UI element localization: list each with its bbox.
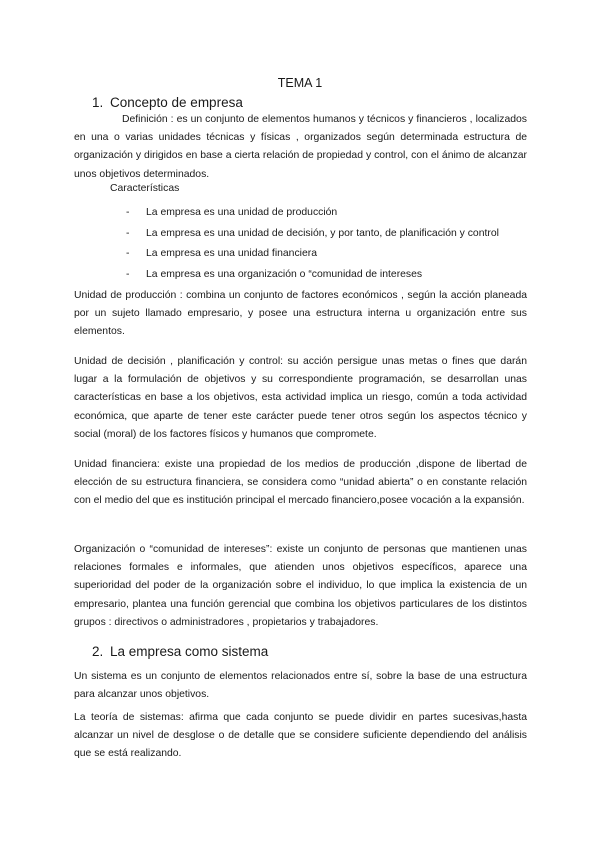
- paragraph-sistema: Un sistema es un conjunto de elementos relacionados entre sí, sobre la base de una estructura para alcanzar unos objetivos.: [74, 671, 527, 701]
- bullet-dash: -: [126, 207, 130, 218]
- section-2-heading: [92, 644, 268, 659]
- page-title: TEMA 1: [277, 76, 323, 90]
- bullet-text: La empresa es una organización o “comunidad de intereses: [146, 268, 423, 280]
- section-1-heading: [92, 95, 243, 110]
- bullet-dash: -: [126, 227, 130, 239]
- bullet-text: La empresa es una unidad de producción: [146, 207, 338, 218]
- characteristics-list: [126, 204, 499, 286]
- section-1-number: 1.: [92, 95, 104, 110]
- paragraph-unidad-decision: Unidad de decisión , planificación y control: su acción persigue unas metas o fines que darán lugar a la formulación de objetivos y su correspondiente programación, se desarrollan unas características en base a los objetivos, esta actividad implica un riesgo, común a toda actividad económica, que aparte de tener este carácter puede tener otros según los aspectos técnico y social (moral) de los factores físicos y humanos que compromete.: [74, 356, 527, 440]
- paragraph-organizacion: Organización o “comunidad de intereses”: existe un conjunto de personas que mantienen unas relaciones formales e informales, que atienden unos objetivos específicos, aparece una superioridad del poder de la organización sobre el individuo, lo que implica la existencia de un empresario, plantea una función gerencial que combina los objetivos particulares de los distintos grupos : directivos o administradores , propietarios y trabajadores.: [74, 544, 527, 628]
- list-item: [126, 245, 499, 266]
- definition-paragraph: Definición : es un conjunto de elementos humanos y técnicos y financieros , localizados en una o varias unidades técnicas y físicas , organizados según determinada estructura de organización y dirigidos en base a cierta relación de propiedad y control, con el ánimo de alcanzar unos objetivos determinados.: [74, 114, 527, 180]
- bullet-text: La empresa es una unidad financiera: [146, 248, 317, 259]
- paragraph-unidad-produccion: Unidad de producción : combina un conjunto de factores económicos , según la acción planeada por un sujeto llamado empresario, y posee una estructura interna u organización entre sus elementos.: [74, 290, 527, 338]
- section-1-title: Concepto de empresa: [110, 95, 243, 110]
- list-item: [126, 204, 499, 225]
- paragraph-unidad-financiera: Unidad financiera: existe una propiedad de los medios de producción ,dispone de libertad de elección de su estructura financiera, se considera como “unidad abierta” o en constante relación con el medio del que es institución principal el mercado financiero,posee vocación a la expansión.: [74, 459, 527, 507]
- bullet-dash: -: [126, 248, 130, 259]
- bullet-dash: -: [126, 268, 130, 280]
- section-2-title: La empresa como sistema: [110, 644, 269, 659]
- bullet-text: La empresa es una unidad de decisión, y por tanto, de planificación y control: [146, 227, 499, 239]
- list-item: [126, 266, 499, 287]
- paragraph-teoria-sistemas: La teoría de sistemas: afirma que cada conjunto se puede dividir en partes sucesivas,hasta alcanzar un nivel de desglose o de detalle que se considere suficiente dependiendo del análisis que se está realizando.: [74, 712, 527, 760]
- list-item: [126, 225, 499, 246]
- section-2-number: 2.: [92, 644, 104, 659]
- characteristics-label: Características: [110, 183, 180, 194]
